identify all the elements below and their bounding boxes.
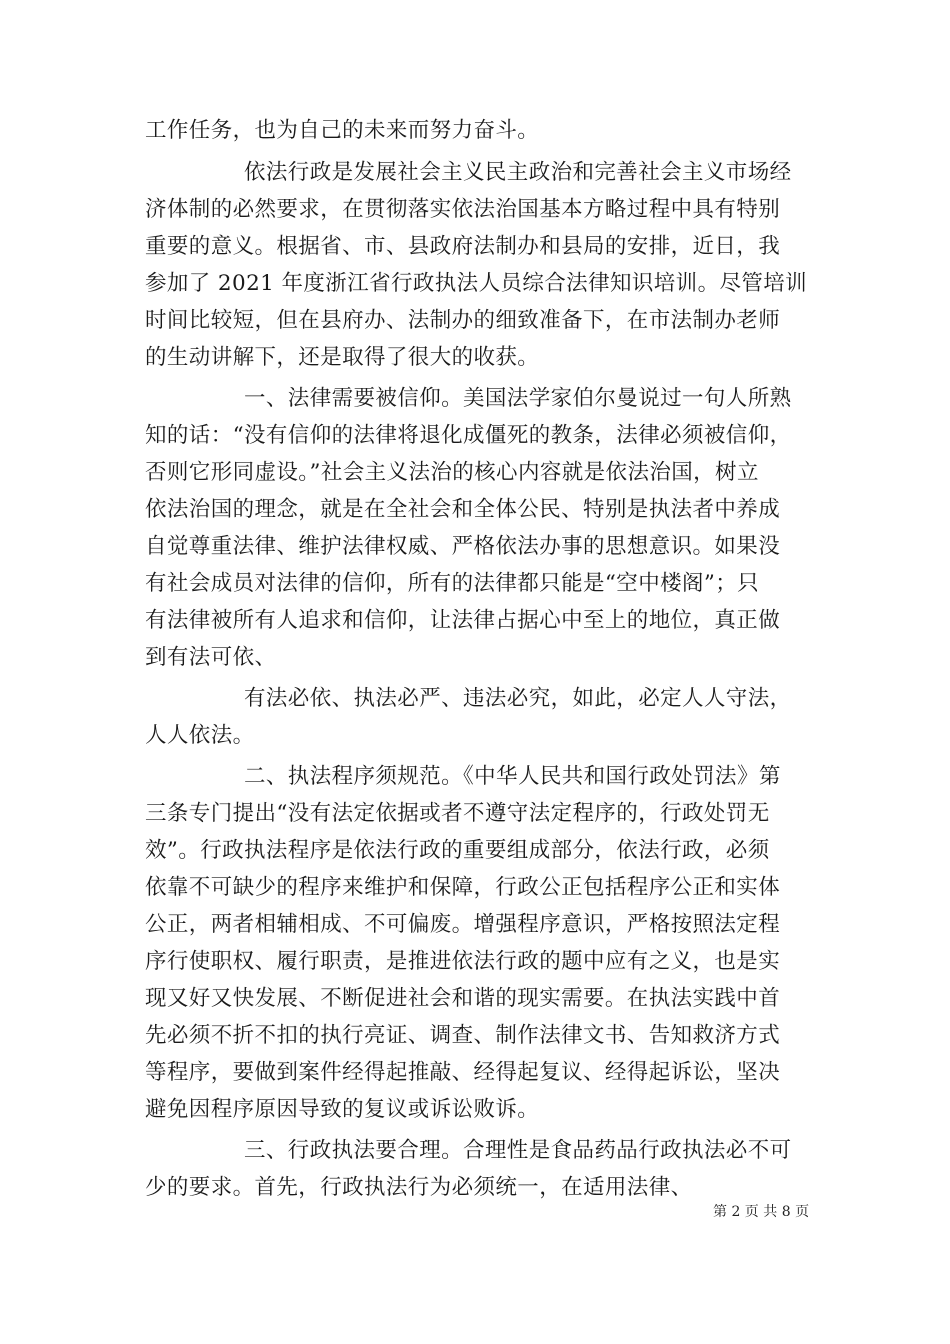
text-line: 知的话：“没有信仰的法律将退化成僵死的教条，法律必须被信仰， — [145, 423, 792, 448]
text-line: 依法治国的理念，就是在全社会和全体公民、特别是执法者中养成 — [145, 497, 781, 522]
text-line: 序行使职权、履行职责，是推进依法行政的题中应有之义，也是实 — [145, 949, 781, 974]
text-line: 避免因程序原因导致的复议或诉讼败诉。 — [145, 1097, 540, 1122]
text-line: 人人依法。 — [145, 723, 255, 748]
text-line: 重要的意义。根据省、市、县政府法制办和县局的安排，近日，我 — [145, 234, 781, 259]
text-line: 现又好又快发展、不断促进社会和谐的现实需要。在执法实践中首 — [145, 986, 781, 1011]
text-line: 的生动讲解下，还是取得了很大的收获。 — [145, 345, 540, 370]
text-line: 效”。行政执法程序是依法行政的重要组成部分，依法行政，必须 — [145, 838, 770, 863]
text-line: 依法行政是发展社会主义民主政治和完善社会主义市场经 — [244, 160, 792, 185]
text-line: 三、行政执法要合理。合理性是食品药品行政执法必不可 — [244, 1138, 792, 1163]
text-line: 时间比较短，但在县府办、法制办的细致准备下，在市法制办老师 — [145, 308, 781, 333]
text-line: 一、法律需要被信仰。美国法学家伯尔曼说过一句人所熟 — [244, 386, 792, 411]
text-line: 少的要求。首先，行政执法行为必须统一，在适用法律、 — [145, 1175, 693, 1200]
text-line: 有法律被所有人追求和信仰，让法律占据心中至上的地位，真正做 — [145, 608, 781, 633]
text-line: 二、执法程序须规范。《中华人民共和国行政处罚法》第 — [244, 764, 781, 789]
text-line: 三条专门提出“没有法定依据或者不遵守法定程序的，行政处罚无 — [145, 801, 770, 826]
text-line: 先必须不折不扣的执行亮证、调查、制作法律文书、告知救济方式 — [145, 1023, 781, 1048]
text-line: 否则它形同虚设。”社会主义法治的核心内容就是依法治国，树立 — [145, 460, 759, 485]
page-number-footer: 第 2 页 共 8 页 — [713, 1204, 810, 1220]
text-line: 依靠不可缺少的程序来维护和保障，行政公正包括程序公正和实体 — [145, 875, 781, 900]
text-line: 有社会成员对法律的信仰，所有的法律都只能是“空中楼阁”；只 — [145, 571, 760, 596]
text-line: 参加了 2021 年度浙江省行政执法人员综合法律知识培训。尽管培训 — [145, 271, 808, 296]
text-line: 自觉尊重法律、维护法律权威、严格依法办事的思想意识。如果没 — [145, 534, 781, 559]
text-line: 到有法可依、 — [145, 645, 277, 670]
text-line: 济体制的必然要求，在贯彻落实依法治国基本方略过程中具有特别 — [145, 197, 781, 222]
text-line: 公正，两者相辅相成、不可偏废。增强程序意识，严格按照法定程 — [145, 912, 781, 937]
text-line: 等程序，要做到案件经得起推敲、经得起复议、经得起诉讼，坚决 — [145, 1060, 781, 1085]
text-line: 工作任务，也为自己的未来而努力奋斗。 — [145, 118, 540, 143]
text-line: 有法必依、执法必严、违法必究，如此，必定人人守法， — [244, 686, 792, 711]
